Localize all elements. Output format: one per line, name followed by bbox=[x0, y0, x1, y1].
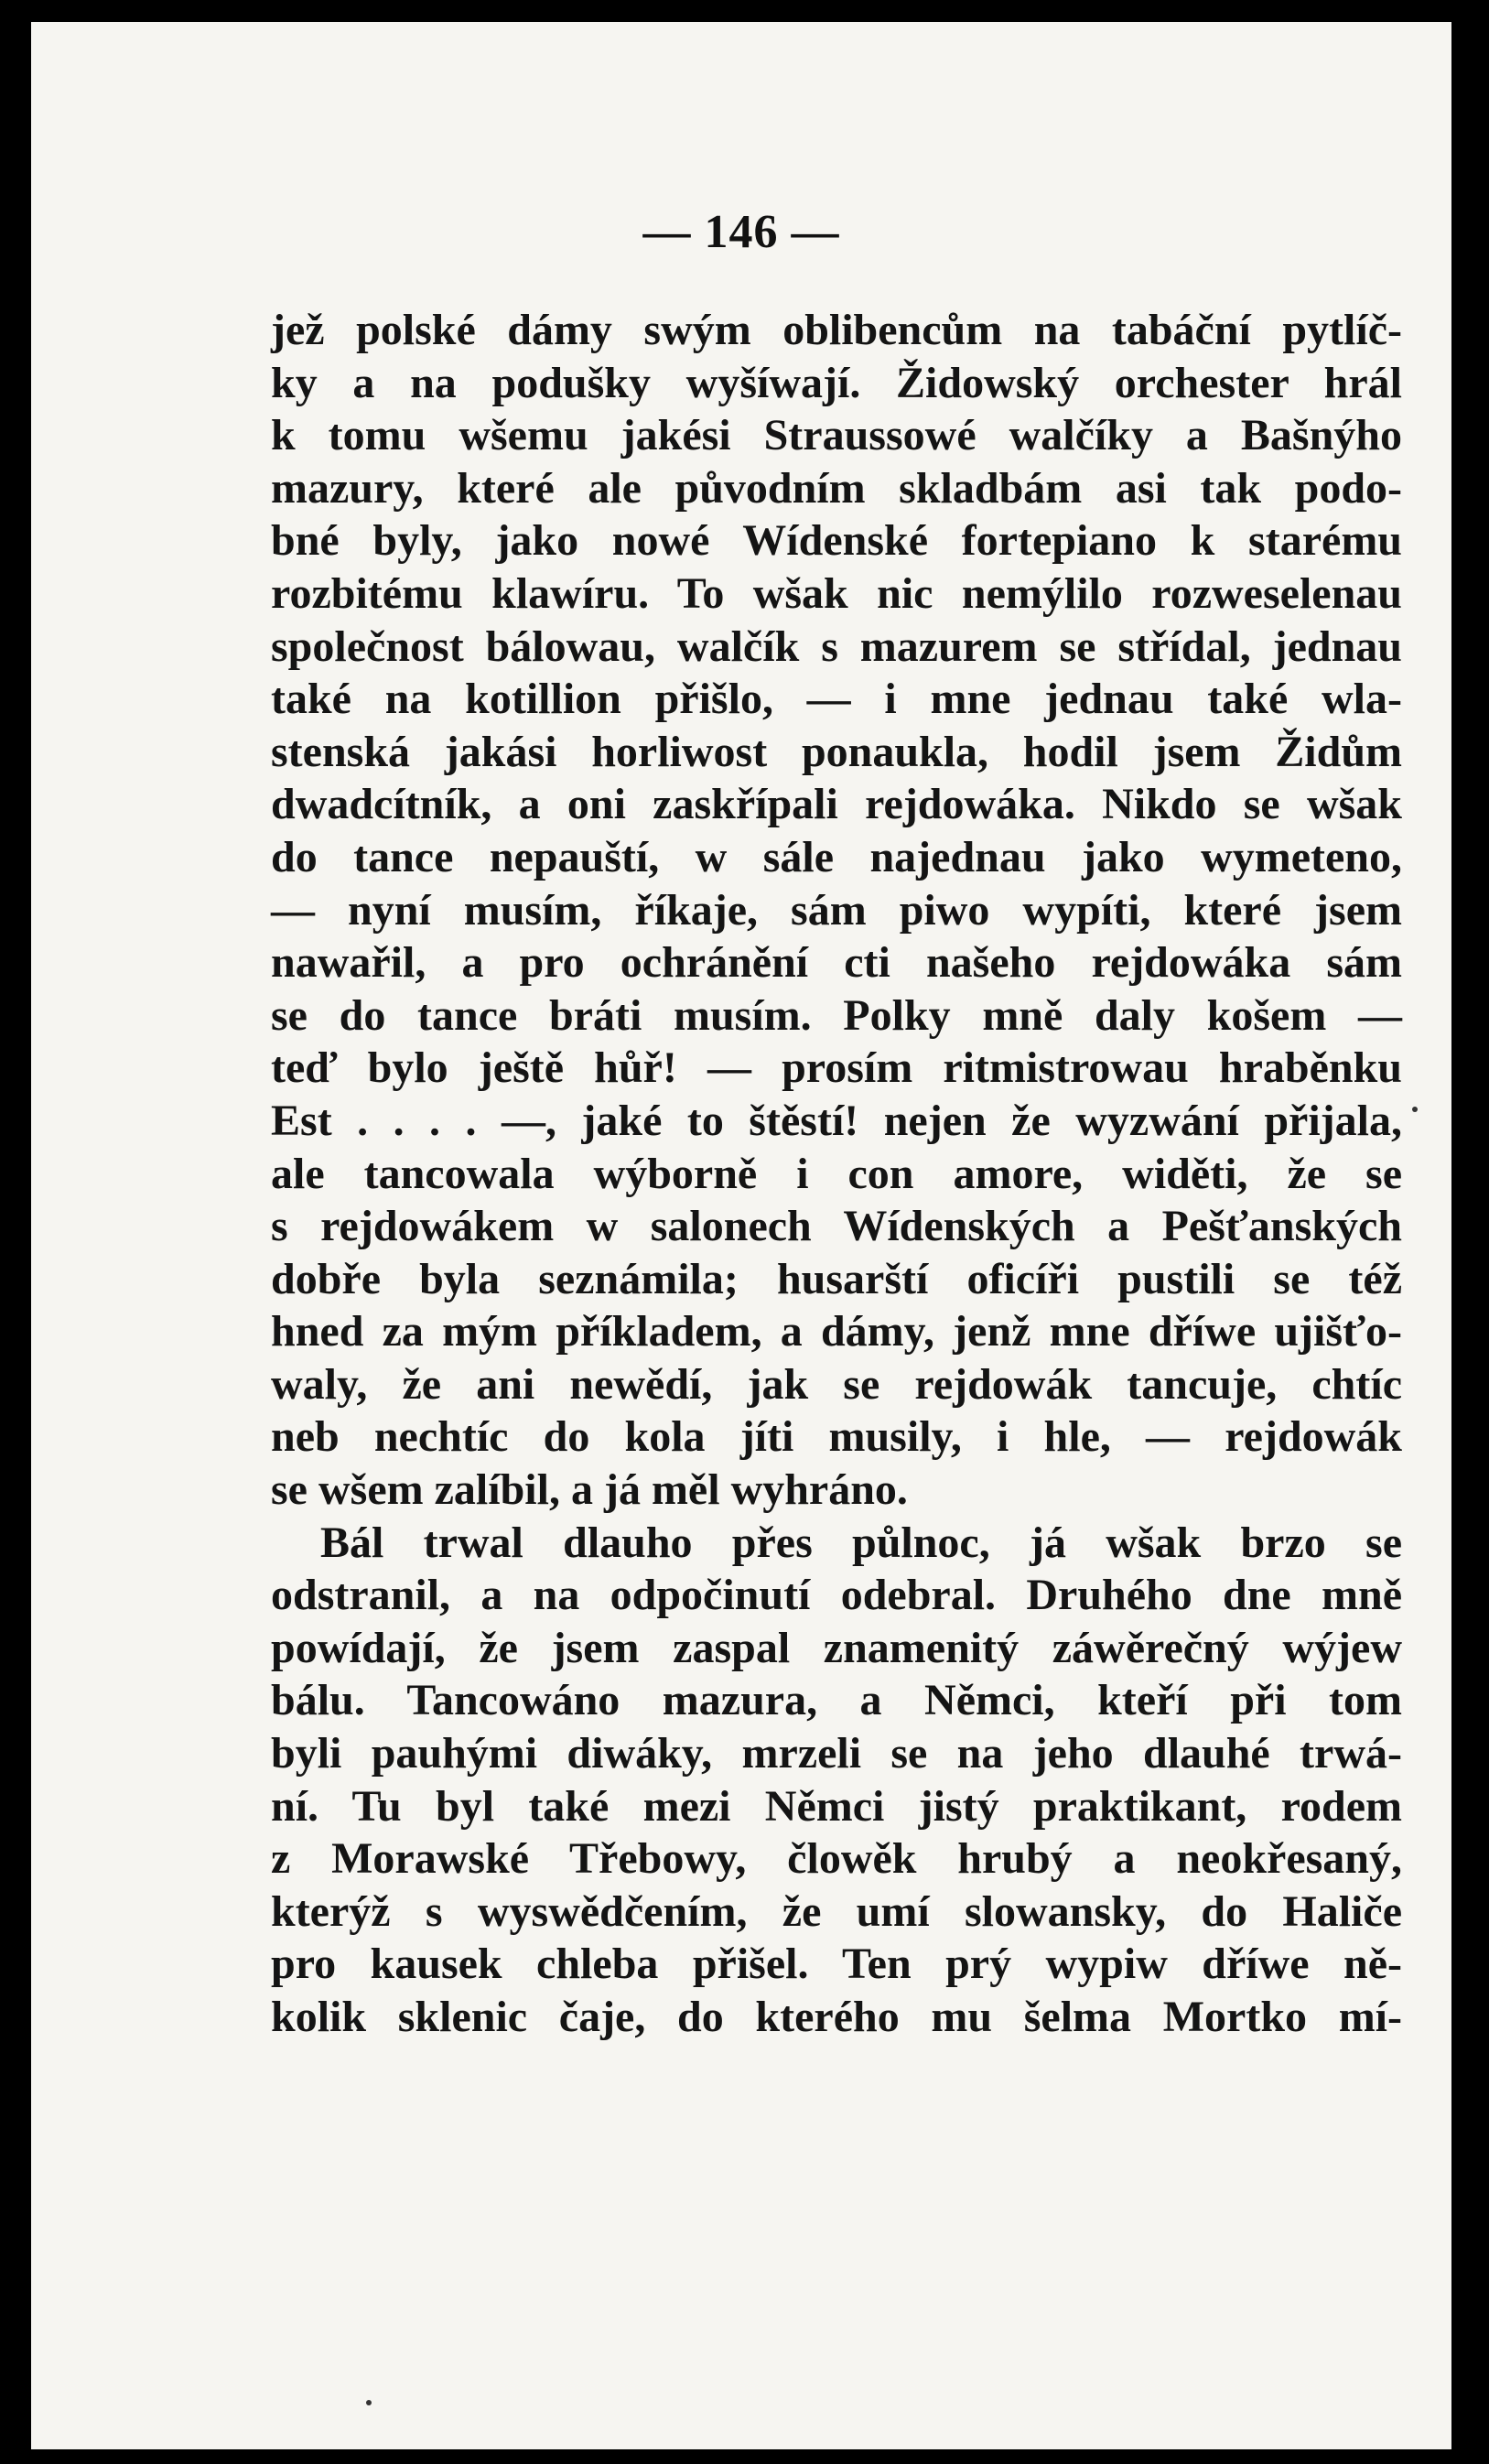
text-line: neb nechtíc do kola jíti musily, i hle, — rejdowák bbox=[271, 1412, 1402, 1462]
text-line: powídají, že jsem zaspal znamenitý záwěrečný wýjew bbox=[271, 1623, 1402, 1672]
book-page bbox=[31, 22, 1451, 2449]
text-line: jež polské dámy swým oblibencům na tabáční pytlíč- bbox=[271, 306, 1402, 354]
text-line: bné byly, jako nowé Wídenské fortepiano k starému bbox=[271, 516, 1402, 566]
text-line: ale tancowala wýborně i con amore, widěti, že se bbox=[271, 1149, 1402, 1198]
text-line: ky a na podušky wyšíwají. Židowský orchester hrál bbox=[271, 358, 1402, 407]
text-line: stenská jakási horliwost ponaukla, hodil jsem Židům bbox=[271, 727, 1402, 776]
text-line: teď bylo ještě hůř! — prosím ritmistrowau hraběnku bbox=[271, 1043, 1402, 1093]
text-line: byli pauhými diwáky, mrzeli se na jeho dlauhé trwá- bbox=[271, 1729, 1402, 1778]
text-line: — nyní musím, říkaje, sám piwo wypíti, které jsem bbox=[271, 885, 1402, 935]
text-line: se do tance bráti musím. Polky mně daly košem — bbox=[271, 990, 1402, 1040]
text-line: s rejdowákem w salonech Wídenských a Pešťanských bbox=[271, 1202, 1402, 1251]
text-line: Est . . . . —, jaké to štěstí! nejen že wyzwání přijala, bbox=[271, 1096, 1402, 1145]
text-line: dwadcítník, a oni zaskřípali rejdowáka. Nikdo se wšak bbox=[271, 780, 1402, 829]
text-line: nawařil, a pro ochránění cti našeho rejdowáka sám bbox=[271, 938, 1402, 988]
text-line: společnost bálowau, walčík s mazurem se střídal, jednau bbox=[271, 621, 1402, 671]
text-line: se wšem zalíbil, a já měl wyhráno. bbox=[271, 1465, 908, 1515]
text-line: z Morawské Třebowy, člowěk hrubý a neokřesaný, bbox=[271, 1834, 1402, 1884]
paragraph-2 bbox=[271, 1517, 1402, 2044]
scan-speck bbox=[1412, 1107, 1418, 1112]
text-line: kolik sklenic čaje, do kterého mu šelma Mortko mí- bbox=[271, 1993, 1402, 2041]
text-line: Bál trwal dlauho přes půlnoc, já wšak brzo se bbox=[320, 1518, 1402, 1567]
body-text bbox=[271, 304, 1402, 2044]
paragraph-1 bbox=[271, 304, 1402, 1517]
text-line: odstranil, a na odpočinutí odebral. Druhého dne mně bbox=[271, 1571, 1402, 1620]
text-line: ní. Tu byl také mezi Němci jistý praktikant, rodem bbox=[271, 1781, 1402, 1831]
text-line: také na kotillion přišlo, — i mne jednau také wla- bbox=[271, 675, 1402, 724]
text-line: k tomu wšemu jakési Straussowé walčíky a Bašnýho bbox=[271, 411, 1402, 460]
text-line: mazury, které ale původním skladbám asi tak podo- bbox=[271, 463, 1402, 513]
text-line: bálu. Tancowáno mazura, a Němci, kteří při tom bbox=[271, 1676, 1402, 1725]
text-line: do tance nepauští, w sále najednau jako wymeteno, bbox=[271, 832, 1402, 881]
text-line: rozbitému klawíru. To wšak nic nemýlilo rozweselenau bbox=[271, 568, 1402, 618]
scan-speck bbox=[366, 2400, 372, 2405]
text-line: pro kausek chleba přišel. Ten prý wypiw dříwe ně- bbox=[271, 1940, 1402, 1989]
text-line: waly, že ani newědí, jak se rejdowák tancuje, chtíc bbox=[271, 1359, 1402, 1409]
page-number: — 146 — bbox=[642, 206, 840, 258]
text-line: dobře byla seznámila; husarští oficíři pustili se též bbox=[271, 1254, 1402, 1303]
text-line: hned za mým příkladem, a dámy, jenž mne dříwe ujišťo- bbox=[271, 1307, 1402, 1356]
text-line: kterýž s wyswědčením, že umí slowansky, do Haliče bbox=[271, 1886, 1402, 1936]
